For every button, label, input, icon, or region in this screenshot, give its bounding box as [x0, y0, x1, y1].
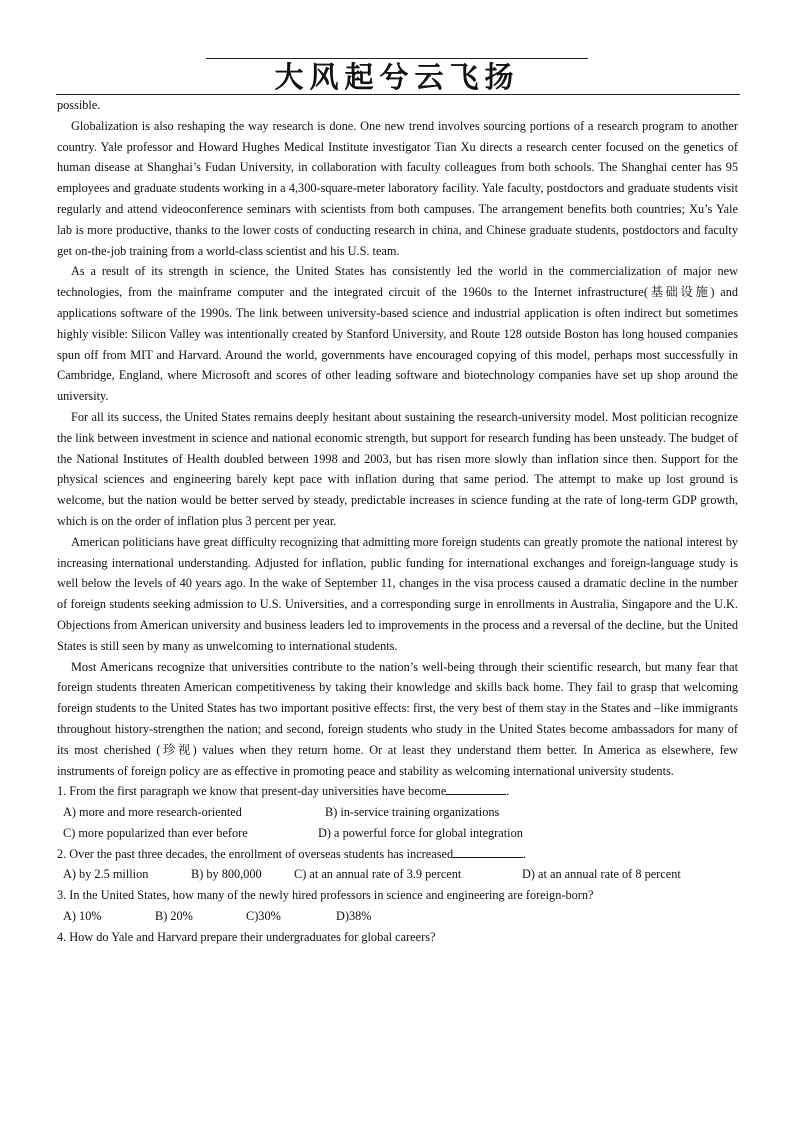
paragraph-commercialization: As a result of its strength in science, the United States has consistently led the world in the commercialization of major new technologies, from the mainframe computer and the integrated circuit of the 1960s to the Internet infrastructure(基础设施) and applications software of the 1990s. The link between university-based science and industrial application is often indirect but sometimes highly visible: Silicon Valley was intentionally created by Stanford University, and Route 128 outside Boston has long housed companies spun off from MIT and Harvard. Around the world, governments have encouraged copying of this model, perhaps most successfully in Cambridge, England, where Microsoft and scores of other leading software and biotechnology companies have set up shop around the university.: [57, 264, 738, 404]
question-2-end: .: [523, 846, 527, 861]
question-3-option-d: D)38%: [336, 909, 372, 924]
question-2-option-b: B) by 800,000: [191, 867, 262, 882]
question-2-option-c: C) at an annual rate of 3.9 percent: [294, 867, 462, 882]
document-body: [57, 95, 738, 948]
answer-blank: [453, 845, 523, 858]
question-4: [57, 927, 738, 948]
question-1-option-a: A) more and more research-oriented: [63, 805, 242, 820]
question-1-stem: 1. From the first paragraph we know that present-day universities have become: [57, 784, 447, 799]
paragraph-foreign-students: American politicians have great difficulty recognizing that admitting more foreign students can greatly promote the national interest by increasing international understanding. Adjusted for inflation, public funding for international exchanges and foreign-language study is well below the levels of 40 years ago. In the wake of September 11, changes in the visa process caused a dramatic decline in the number of foreign students seeking admission to U.S. Universities, and a corresponding surge in enrollments in Australia, Singapore and the U.K. Objections from American university and business leaders led to improvements in the process and a reversal of the decline, but the United States is still seen by many as unwelcoming to international students.: [57, 534, 738, 653]
answer-blank: [446, 782, 506, 795]
question-2-option-d: D) at an annual rate of 8 percent: [522, 867, 681, 882]
paragraph-research-funding: For all its success, the United States remains deeply hesitant about sustaining the research-university model. Most politician recognize the link between investment in science and national economic strength, but support for research funding has been unsteady. The budget of the National Institutes of Health doubled between 1998 and 2003, but has risen more slowly than inflation since then. Support for the physical sciences and engineering barely kept pace with inflation during that same period. The attempt to make up lost ground is welcome, but the nation would be better served by steady, predictable increases in science funding at the rate of long-term GDP growth, which is on the order of inflation plus 3 percent per year.: [57, 409, 738, 528]
question-3: [57, 885, 738, 927]
question-1-end: .: [506, 784, 510, 799]
question-2-stem: 2. Over the past three decades, the enrollment of overseas students has increased: [57, 846, 454, 861]
question-1: [57, 781, 738, 843]
question-3-stem: 3. In the United States, how many of the newly hired professors in science and engineering are foreign-born?: [57, 888, 594, 903]
header-top-rule: [206, 58, 588, 59]
paragraph-competitiveness: Most Americans recognize that universities contribute to the nation’s well-being through their scientific research, but many fear that foreign students threaten American competitiveness by taking their knowledge and skills back home. They fail to grasp that welcoming foreign students to the United States has two important positive effects: first, the very best of them stay in the States and –like immigrants throughout history-strengthen the nation; and second, foreign students who study in the United States become ambassadors for many of its most cherished (珍视) values when they return home. Or at least they understand them better. In America as elsewhere, few instruments of foreign policy are as effective in promoting peace and stability as welcoming international university students.: [57, 659, 738, 778]
question-1-option-c: C) more popularized than ever before: [63, 825, 248, 840]
question-1-option-b: B) in-service training organizations: [325, 805, 500, 820]
paragraph-continuation: possible.: [57, 98, 101, 112]
question-3-option-c: C)30%: [246, 909, 281, 924]
question-3-option-b: B) 20%: [155, 909, 193, 924]
question-3-option-a: A) 10%: [63, 909, 102, 924]
paragraph-globalization: Globalization is also reshaping the way research is done. One new trend involves sourcing portions of a research program to another country. Yale professor and Howard Hughes Medical Institute investigator Tian Xu directs a research center focused on the genetics of human disease at Shanghai’s Fudan University, in collaboration with faculty colleagues from both schools. The Shanghai center has 95 employees and graduate students working in a 4,300-square-meter laboratory facility. Yale faculty, postdoctors and graduate students visit regularly and attend videoconference seminars with scientists from both campuses. The arrangement benefits both countries; Xu’s Yale lab is more productive, thanks to the lower costs of conducting research in china, and Chinese graduate students, postdoctors and faculty get on-the-job training from a world-class scientist and his U.S. team.: [57, 118, 738, 258]
question-1-option-d: D) a powerful force for global integration: [318, 825, 523, 840]
question-2: [57, 844, 738, 886]
question-2-option-a: A) by 2.5 million: [63, 867, 149, 882]
header-title: 大风起兮云飞扬: [274, 60, 520, 94]
question-4-stem: 4. How do Yale and Harvard prepare their undergraduates for global careers?: [57, 929, 436, 944]
